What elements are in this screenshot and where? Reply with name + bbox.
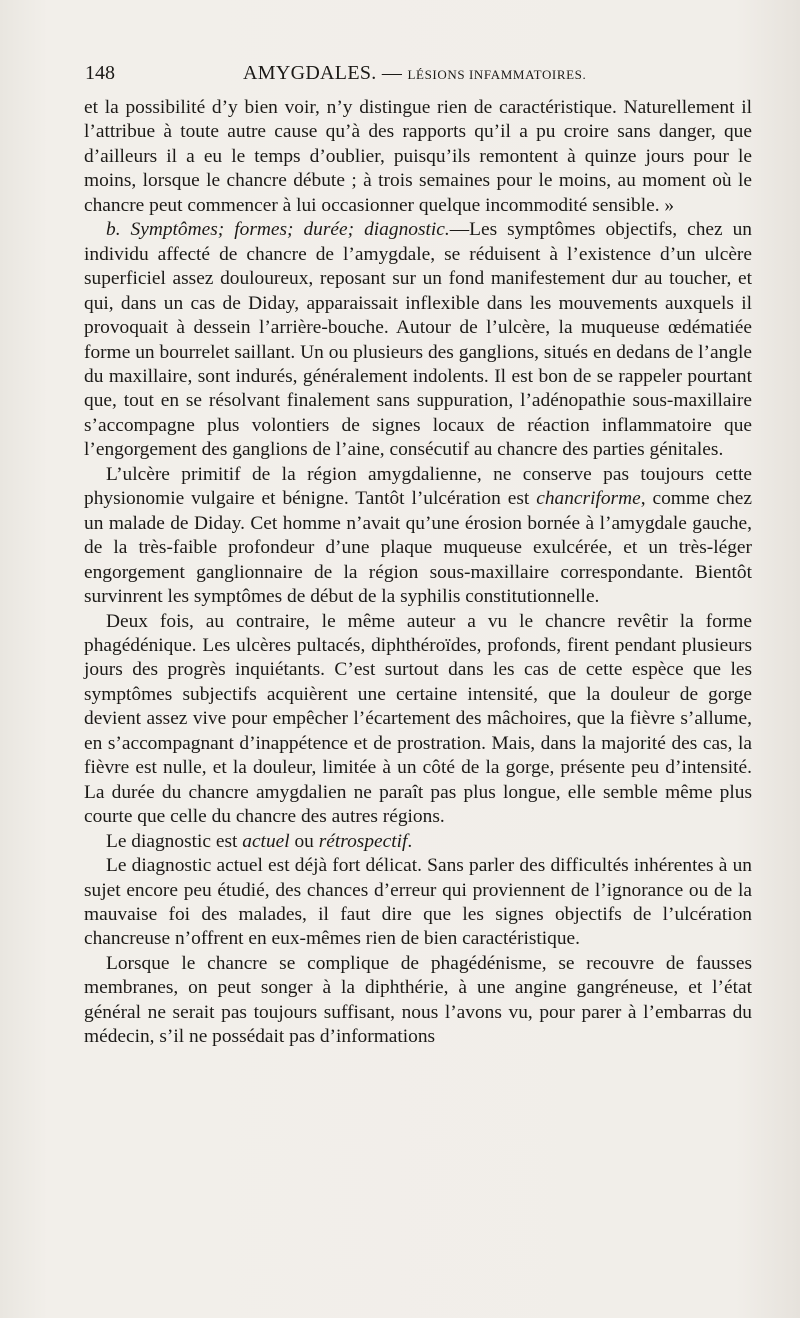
term-actuel: actuel <box>242 830 290 852</box>
body-text <box>84 96 752 1050</box>
running-title <box>243 62 586 85</box>
running-header <box>85 62 751 92</box>
title-separator: — <box>381 62 403 84</box>
page-number: 148 <box>85 62 115 84</box>
diagnostic-text-3: . <box>407 830 413 852</box>
paragraph-phagedenic: Deux fois, au contraire, le même auteur a vu le chancre revêtir la forme phagédénique. Les ulcères pultacés, diphthéroïdes, profonds, firent pendant plusieurs jours des progrès inquiétants. C’est surtout dans les cas de cette espèce que les symptômes subjectifs acquièrent une certaine intensité, que la douleur de gorge devient assez vive pour empêcher l’écartement des mâchoires, que la fièvre s’allume, en s’accompagnant d’inappétence et de prostration. Mais, dans la majorité des cas, la fièvre est nulle, et la douleur, limitée à un côté de la gorge, présente peu d’intensité. La durée du chancre amygdalien ne paraît pas plus longue, elle semble même plus courte que celle du chancre des autres régions. <box>84 610 752 828</box>
paragraph-continuation: et la possibilité d’y bien voir, n’y distingue rien de caractéristique. Naturellement il l’attribue à toute autre cause qu’à des rapports qu’il a pu croire sans danger, que d’ailleurs il a eu le temps d’oublier, puisqu’ils remontent à quinze jours pour le moins, lorsque le chancre débute ; à trois semaines pour le moins, au moment où le chancre peut commencer à lui occasionner quelque incommodité sensible. » <box>84 97 752 216</box>
term-retrospectif: rétrospectif <box>318 830 408 852</box>
term-chancriforme: chancriforme <box>536 488 641 510</box>
paragraph-ulcer-forms <box>84 463 752 610</box>
section-heading: b. Symptômes; formes; durée; diagnostic. <box>106 219 450 241</box>
paragraph-ulcer-forms-text-2: , comme chez un malade de Diday. Cet homme n’avait qu’une érosion bornée à l’amygdale gauche, de la très-faible profondeur d’une plaque muqueuse exulcérée, et un très-léger engorgement ganglionnaire de la région sous-maxillaire correspondante. Bientôt survinrent les symptômes de début de la syphilis constitutionnelle. <box>84 488 752 608</box>
paragraph-diagnostic-types <box>84 830 752 854</box>
diagnostic-text-1: Le diagnostic est <box>106 830 243 852</box>
paragraph-ulcer-forms-text-1: L’ulcère primitif de la région amygdalienne, ne conserve pas toujours cette physionomie vulgaire et bénigne. Tantôt l’ulcération est <box>84 463 752 510</box>
diagnostic-text-2: ou <box>289 830 319 852</box>
paragraph-symptoms <box>84 218 752 463</box>
paragraph-phagedenism: Lorsque le chancre se complique de phagédénisme, se recouvre de fausses membranes, on peut songer à la diphthérie, à une angine gangréneuse, et l’état général ne serait pas toujours suffisant, nous l’avons vu, pour parer à l’embarras du médecin, s’il ne possédait pas d’informations <box>84 952 752 1048</box>
chapter-title: AMYGDALES. <box>243 62 377 84</box>
paragraph-actual-diagnosis: Le diagnostic actuel est déjà fort délicat. Sans parler des difficultés inhérentes à un sujet encore peu étudié, des chances d’erreur qui proviennent de l’ignorance ou de la mauvaise foi des malades, il faut dire que les signes objectifs de l’ulcération chancreuse n’offrent en eux-mêmes rien de bien caractéristique. <box>84 855 752 950</box>
section-title: LÉSIONS INFAMMATOIRES. <box>407 67 587 82</box>
paragraph-symptoms-text: —Les symptômes objectifs, chez un individu affecté de chancre de l’amygdale, se réduisent à l’existence d’un ulcère superficiel assez douloureux, reposant sur un fond manifestement dur au toucher, et qui, dans un cas de Diday, apparaissait inflexible dans les mouvements auxquels il provoquait à dessein l’arrière-bouche. Autour de l’ulcère, la muqueuse œdématiée forme un bourrelet saillant. Un ou plusieurs des ganglions, situés en dedans de l’angle du maxillaire, sont indurés, généralement indolents. Il est bon de se rappeler pourtant que, tout en se résolvant finalement sans suppuration, l’adénopathie sous-maxillaire s’accompagne plus volontiers de signes locaux de réaction inflammatoire que l’engorgement des ganglions de l’aine, consécutif au chancre des parties génitales. <box>84 219 753 461</box>
